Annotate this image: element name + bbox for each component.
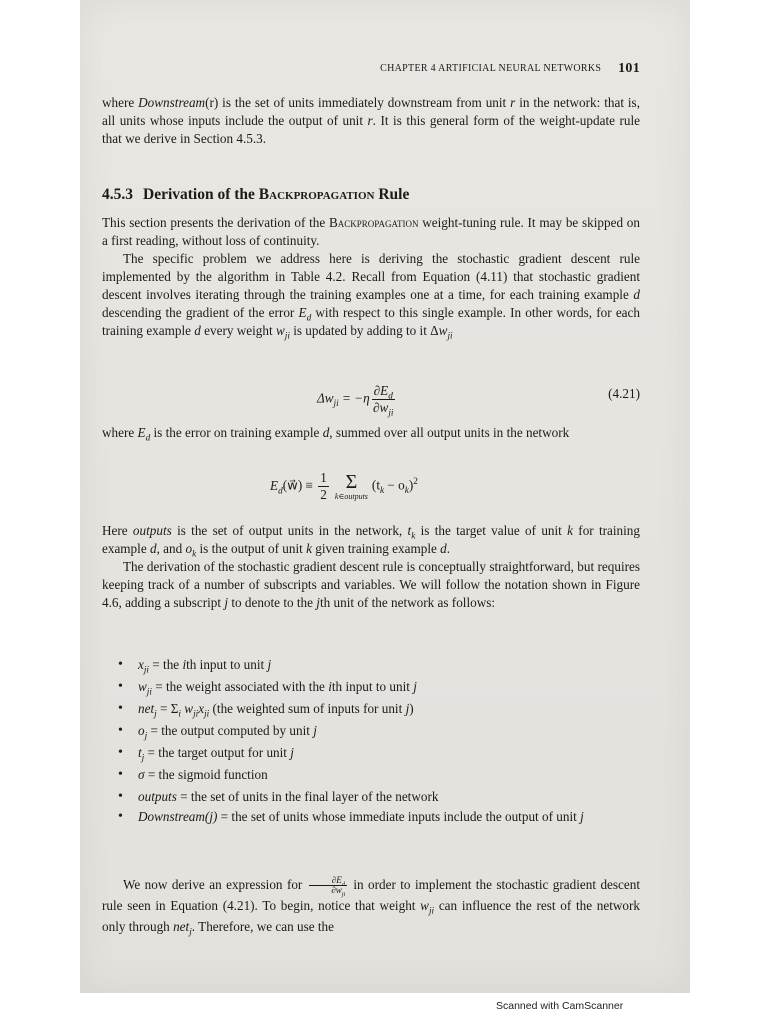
book-page	[80, 0, 690, 993]
list-item: • $net_j = \Sigma_i$ $w_{ji}x_{ji}$ (the weighted sum of inputs for unit j)	[118, 701, 414, 719]
scanner-watermark: Scanned with CamScanner	[496, 1000, 624, 1012]
list-item: • outputs = the set of units in the final layer of the network	[118, 789, 439, 804]
list-item: • $w_{ji}$ = the weight associated with the ith input to unit j	[118, 679, 417, 697]
equation-body: $\Delta w_{ji} = -\eta$ $\frac{\partial E_d}{\partial w_{ji}}$	[317, 383, 394, 418]
paragraph-5: The derivation of the stochastic gradient descent rule is conceptually straightforward, but requires keeping track of a number of subscripts and variables. We will follow the notation shown in Figure 4.6, adding a subscript j to denote to the jth unit of the network as follows:	[102, 559, 640, 610]
list-item: • σ = the sigmoid function	[118, 767, 268, 782]
notation-list	[118, 654, 640, 844]
paragraph-4: Here outputs is the set of output units in the network, $t_k$ is the target value of unit k for training example d, and $o_k$ is the output of unit k given training example d.	[102, 523, 640, 559]
equation-error	[102, 466, 640, 512]
summation: Σ k∈outputs	[334, 471, 368, 501]
section-number: 4.5.3	[102, 186, 133, 203]
running-head: CHAPTER 4 ARTIFICIAL NEURAL NETWORKS	[380, 63, 602, 74]
paragraph-1: This section presents the derivation of the Backpropagation weight-tuning rule. It may be skipped on a first reading, without loss of continuity.	[102, 215, 640, 248]
intro-paragraph: where Downstream(r) is the set of units immediately downstream from unit r in the network: that is, all units whose inputs include the output of unit r. It is this general form of the weight-update rule that we derive in Section 4.5.3.	[102, 95, 640, 146]
equation-number: (4.21)	[608, 386, 640, 401]
list-item: • $t_j$ = the target output for unit j	[118, 745, 294, 763]
list-item: • $o_j$ = the output computed by unit j	[118, 723, 317, 741]
list-item: • $x_{ji}$ = the ith input to unit j	[118, 657, 272, 675]
paragraph-3: where $E_d$ is the error on training example d, summed over all output units in the network	[102, 425, 570, 443]
equation-4-21	[102, 375, 640, 418]
paragraph-6: We now derive an expression for $\frac{\partial E_d}{\partial w_{ji}}$ in order to implement the stochastic gradient descent rule seen in Equation (4.21). To begin, notice that weight $w_{ji}$ can influence the rest of the network only through net$_j$. Therefore, we can use the	[102, 875, 640, 938]
page-number: 101	[618, 61, 640, 76]
section-heading: 4.5.3 Derivation of the Backpropagation Rule	[102, 186, 410, 203]
paragraph-2: The specific problem we address here is deriving the stochastic gradient descent rule implemented by the algorithm in Table 4.2. Recall from Equation (4.11) that stochastic gradient descent involves iterating through the training examples one at a time, for each training example d descending the gradient of the error $E_d$ with respect to this single example. In other words, for each training example d every weight $w_{ji}$ is updated by adding to it $\Delta w_{ji}$	[102, 251, 640, 341]
running-header	[380, 60, 640, 78]
error-equation-body: $E_d(w⃗)$ ≡ $\frac{1}{2}$ Σ k∈outputs $(t_k - o_k)^2$	[270, 470, 418, 502]
list-item: • Downstream(j) = the set of units whose immediate inputs include the output of unit j	[118, 809, 584, 824]
